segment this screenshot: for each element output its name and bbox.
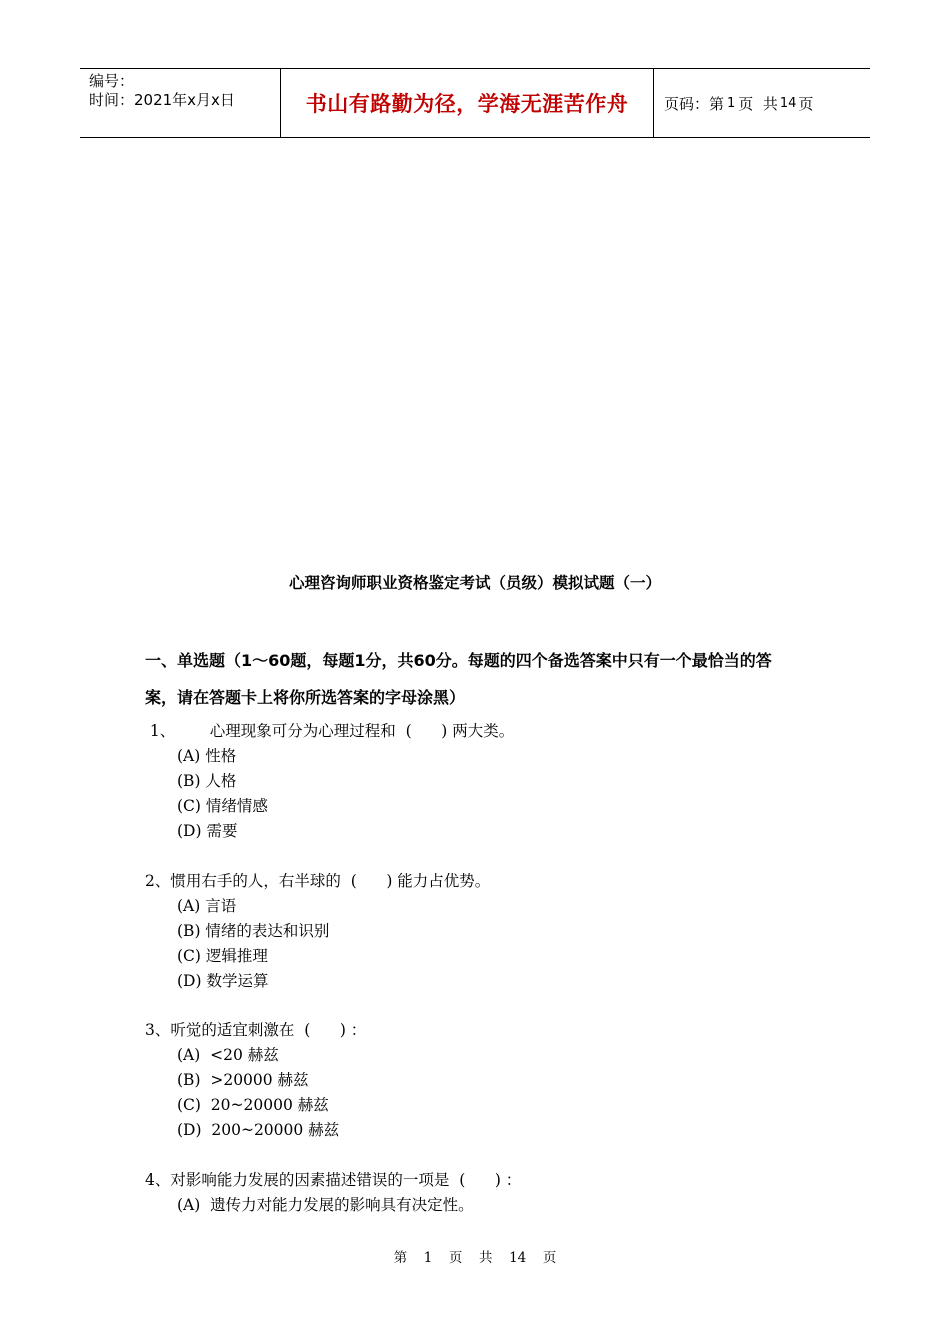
question-option: (A) 言语: [177, 897, 237, 915]
page-title: 心理咨询师职业资格鉴定考试（员级）模拟试题（一）: [288, 574, 661, 592]
motto: 书山有路勤为径，学海无涯苦作舟: [305, 92, 629, 116]
time-label: 时间：2021年x月x日: [89, 91, 235, 109]
question-stem: 4、对影响能力发展的因素描述错误的一项是 ( ) ：: [145, 1171, 522, 1189]
question-stem: 1、 心理现象可分为心理过程和 ( ) 两大类。: [145, 722, 515, 740]
section-heading-line2: 案，请在答题卡上将你所选答案的字母涂黑）: [145, 688, 466, 707]
header-motto-cell: [281, 69, 654, 137]
section-heading-line1: 一、单选题（1～60题，每题1分，共60分。每题的四个备选答案中只有一个最恰当的答: [145, 651, 772, 670]
question-option: (D) 200~20000 赫兹: [177, 1121, 340, 1139]
page-current: 1: [727, 95, 736, 111]
question-option: (B) 人格: [177, 772, 237, 790]
question-stem: 3、听觉的适宜刺激在 ( ) ：: [145, 1021, 367, 1039]
header-table: [80, 68, 870, 138]
header-info-cell: [80, 69, 281, 137]
page-footer: 第 1 页 共 14 页: [393, 1250, 557, 1266]
page-prefix: 页码：第: [664, 94, 725, 113]
page-suffix: 页: [798, 94, 814, 113]
question-option: (A) 性格: [177, 747, 237, 765]
question-option: (B) 情绪的表达和识别: [177, 922, 330, 940]
question-stem: 2、惯用右手的人，右半球的 ( ) 能力占优势。: [145, 872, 491, 890]
number-label: 编号：: [89, 72, 135, 90]
question-option: (C) 情绪情感: [177, 797, 268, 815]
question-option: (A) <20 赫兹: [177, 1046, 279, 1064]
question-option: (B) >20000 赫兹: [177, 1071, 309, 1089]
page-mid: 页 共: [738, 94, 778, 113]
header-page-cell: [654, 69, 870, 137]
question-option: (D) 数学运算: [177, 972, 269, 990]
question-option: (D) 需要: [177, 822, 238, 840]
page-total: 14: [779, 95, 797, 111]
question-option: (A) 遗传力对能力发展的影响具有决定性。: [177, 1196, 474, 1214]
question-option: (C) 逻辑推理: [177, 947, 268, 965]
question-option: (C) 20~20000 赫兹: [177, 1096, 329, 1114]
